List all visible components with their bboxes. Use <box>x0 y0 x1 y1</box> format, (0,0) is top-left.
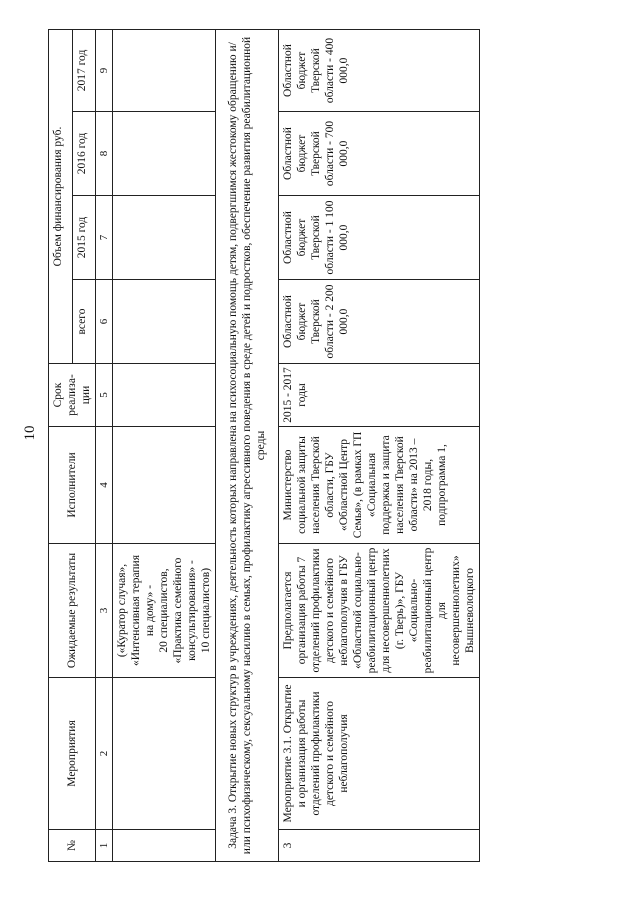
empty-cell <box>113 196 216 280</box>
header-row-1 <box>49 29 73 861</box>
empty-cell <box>113 364 216 427</box>
col-number: 7 <box>96 196 113 280</box>
col-number: 4 <box>96 427 113 544</box>
header-results: Ожидаемые результаты <box>49 544 96 678</box>
executors-cell: Министерство социальной защиты населения Тверской области, ГБУ «Областной Центр Семья», (в рамках ГП «Социальная поддержка и защита населения Тверской области» на 2013 – 2018 годы, подпрограмма 1, <box>279 427 480 544</box>
table-row <box>279 29 480 861</box>
funding-total-cell: Областной бюджет Тверской области - 2 200 000,0 <box>279 280 480 364</box>
header-2015: 2015 год <box>72 196 96 280</box>
col-number: 2 <box>96 678 113 830</box>
col-number: 5 <box>96 364 113 427</box>
continued-row <box>113 29 216 861</box>
col-number: 1 <box>96 830 113 862</box>
funding-table <box>48 29 480 862</box>
empty-cell <box>113 830 216 862</box>
row-num: 3 <box>279 830 480 862</box>
results-cell: Предполагается организация работы 7 отделений профилактики детского и семейного неблагополучия в ГБУ «Областной социально-реабилитационный центр для несовершеннолетних (г. Тверь)», ГБУ «Социально-реабилитационный центр для несовершеннолетних» Вышневолоцкого <box>279 544 480 678</box>
empty-cell <box>113 280 216 364</box>
header-2017: 2017 год <box>72 29 96 111</box>
col-number: 9 <box>96 29 113 111</box>
rotated-table-wrapper <box>48 30 548 862</box>
empty-cell <box>113 29 216 111</box>
header-executors: Исполнители <box>49 427 96 544</box>
empty-cell <box>113 112 216 196</box>
term-cell: 2015 - 2017 годы <box>279 364 480 427</box>
header-2016: 2016 год <box>72 112 96 196</box>
funding-2015-cell: Областной бюджет Тверской области - 1 100 000,0 <box>279 196 480 280</box>
header-term: Срок реализа-ции <box>49 364 96 427</box>
funding-2017-cell: Областной бюджет Тверской области - 400 000,0 <box>279 29 480 111</box>
task-row <box>216 29 279 861</box>
header-event: Мероприятия <box>49 678 96 830</box>
col-number: 6 <box>96 280 113 364</box>
continued-results: («Куратор случая», «Интенсивная терапия на дому» - 20 специалистов, «Практика семейного консультирования» - 10 специалистов) <box>113 544 216 678</box>
empty-cell <box>113 427 216 544</box>
header-num: № <box>49 830 96 862</box>
header-funding: Объем финансирования руб. <box>49 29 73 363</box>
col-number: 3 <box>96 544 113 678</box>
page-number: 10 <box>22 425 38 441</box>
funding-2016-cell: Областной бюджет Тверской области - 700 000,0 <box>279 112 480 196</box>
empty-cell <box>113 678 216 830</box>
col-number: 8 <box>96 112 113 196</box>
column-number-row <box>96 29 113 861</box>
task-3-text: Задача 3. Открытие новых структур в учреждениях, деятельность которых направлена на психосоциальную помощь детям, подвергшимся жестокому обращению и/или психофизическому, сексуальному насилию в семьях, профилактику агрессивного поведения в среде детей и подростков, обеспечение развития реабилитационной среды <box>216 29 279 861</box>
header-total: всего <box>72 280 96 364</box>
event-cell: Мероприятие 3.1. Открытие и организация работы отделений профилактики детского и семейного неблагополучия <box>279 678 480 830</box>
